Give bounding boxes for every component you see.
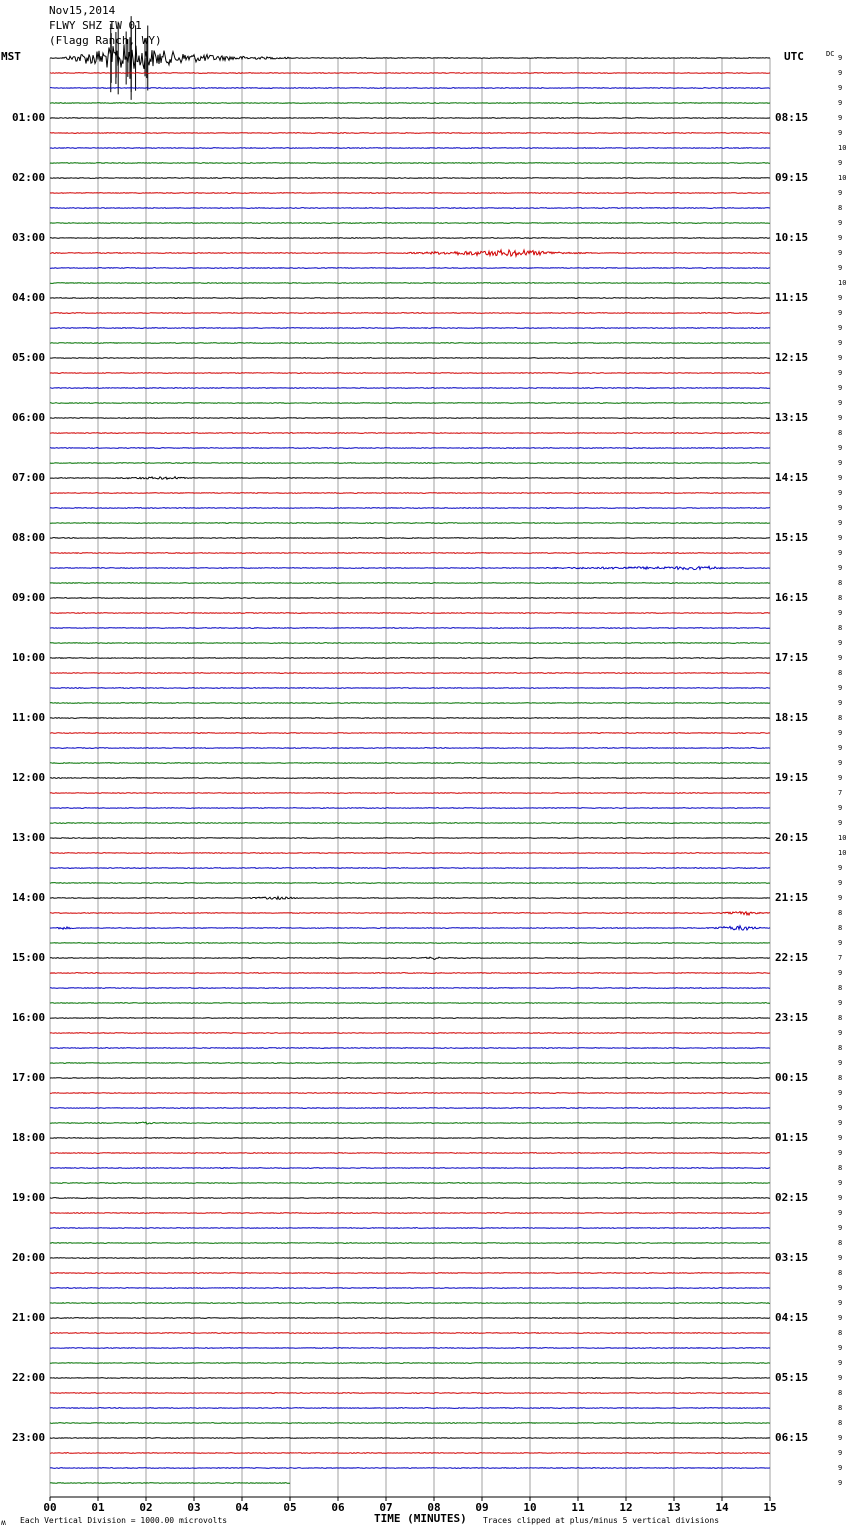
dc-offset-label: 9	[838, 894, 843, 902]
x-tick-label: 01	[91, 1501, 105, 1514]
x-tick-label: 05	[283, 1501, 297, 1514]
dc-offset-label: 9	[838, 84, 843, 92]
trace-row-48	[50, 778, 770, 779]
dc-offset-label: 9	[838, 384, 843, 392]
right-hour-label: 11:15	[775, 291, 809, 304]
dc-offset-label: 9	[838, 684, 843, 692]
trace-row-59	[50, 943, 770, 944]
right-timezone: UTC	[784, 50, 804, 63]
trace-row-95	[50, 1483, 290, 1484]
trace-row-42	[50, 688, 770, 689]
x-tick-label: 12	[619, 1501, 633, 1514]
trace-row-35	[50, 583, 770, 584]
dc-offset-label: 9	[838, 729, 843, 737]
dc-offset-label: 9	[838, 1179, 843, 1187]
right-hour-label: 20:15	[775, 831, 809, 844]
right-hour-label: 00:15	[775, 1071, 809, 1084]
left-hour-label: 08:00	[12, 531, 46, 544]
trace-row-49	[50, 793, 770, 794]
trace-row-68	[50, 1078, 770, 1079]
location-label: (Flagg Ranch, WY)	[49, 34, 162, 47]
dc-offset-label: 9	[838, 1344, 843, 1352]
dc-offset-label: 9	[838, 1104, 843, 1112]
dc-offset-label: 9	[838, 1314, 843, 1322]
dc-header: DC	[826, 50, 835, 58]
trace-row-6	[50, 148, 770, 149]
dc-offset-label: 9	[838, 1119, 843, 1127]
footer-clip: Traces clipped at plus/minus 5 vertical divisions	[483, 1516, 720, 1525]
x-tick-label: 08	[427, 1501, 441, 1514]
trace-row-65	[50, 1033, 770, 1034]
trace-row-12	[50, 238, 770, 239]
dc-offset-label: 8	[838, 1044, 843, 1052]
left-hour-label: 17:00	[12, 1071, 46, 1084]
left-hour-label: 10:00	[12, 651, 46, 664]
trace-row-55	[50, 883, 770, 884]
right-hour-label: 14:15	[775, 471, 809, 484]
dc-offset-label: 8	[838, 579, 843, 587]
dc-offset-label: 9	[838, 1254, 843, 1262]
dc-offset-label: 9	[838, 564, 843, 572]
dc-offset-label: 8	[838, 714, 843, 722]
trace-row-13	[50, 250, 770, 256]
left-hour-label: 18:00	[12, 1131, 46, 1144]
trace-row-10	[50, 208, 770, 209]
left-hour-label: 07:00	[12, 471, 46, 484]
station-label: FLWY SHZ IW 01	[49, 19, 142, 32]
trace-row-40	[50, 658, 770, 659]
trace-row-93	[50, 1453, 770, 1454]
dc-offset-label: 9	[838, 414, 843, 422]
trace-row-54	[50, 868, 770, 869]
trace-row-79	[50, 1243, 770, 1244]
trace-row-27	[50, 463, 770, 464]
x-tick-label: 10	[523, 1501, 537, 1514]
dc-offset-label: 9	[838, 129, 843, 137]
left-hour-label: 09:00	[12, 591, 46, 604]
left-hour-label: 02:00	[12, 171, 46, 184]
x-tick-label: 07	[379, 1501, 393, 1514]
right-hour-label: 19:15	[775, 771, 809, 784]
dc-offset-label: 9	[838, 309, 843, 317]
trace-row-73	[50, 1153, 770, 1154]
dc-offset-label: 8	[838, 429, 843, 437]
left-hour-label: 21:00	[12, 1311, 46, 1324]
dc-offset-label: 9	[838, 549, 843, 557]
dc-offset-label: 8	[838, 1014, 843, 1022]
dc-offset-label: 9	[838, 249, 843, 257]
trace-row-82	[50, 1288, 770, 1289]
trace-row-70	[50, 1108, 770, 1109]
trace-row-62	[50, 988, 770, 989]
dc-offset-label: 8	[838, 624, 843, 632]
trace-row-86	[50, 1348, 770, 1349]
footer-scale: Each Vertical Division = 1000.00 microvolts	[20, 1516, 228, 1525]
x-tick-label: 14	[715, 1501, 729, 1514]
dc-offset-label: 9	[838, 1299, 843, 1307]
x-tick-label: 02	[139, 1501, 153, 1514]
dc-offset-label: 9	[838, 864, 843, 872]
trace-row-67	[50, 1063, 770, 1064]
dc-offset-label: 9	[838, 1464, 843, 1472]
trace-row-74	[50, 1168, 770, 1169]
dc-offset-label: 9	[838, 1479, 843, 1487]
left-hour-label: 05:00	[12, 351, 46, 364]
dc-offset-label: 8	[838, 909, 843, 917]
dc-offset-label: 9	[838, 159, 843, 167]
trace-row-53	[50, 853, 770, 854]
trace-row-80	[50, 1258, 770, 1259]
trace-row-2	[50, 88, 770, 89]
dc-offset-label: 9	[838, 699, 843, 707]
dc-offset-label: 7	[838, 789, 843, 797]
trace-row-66	[50, 1048, 770, 1049]
trace-row-22	[50, 388, 770, 389]
x-tick-label: 13	[667, 1501, 681, 1514]
trace-row-87	[50, 1363, 770, 1364]
trace-row-26	[50, 448, 770, 449]
trace-row-60	[50, 957, 770, 959]
left-hour-label: 16:00	[12, 1011, 46, 1024]
x-tick-label: 15	[763, 1501, 777, 1514]
dc-offset-label: 9	[838, 819, 843, 827]
dc-offset-label: 9	[838, 339, 843, 347]
left-hour-label: 20:00	[12, 1251, 46, 1264]
trace-row-28	[50, 477, 770, 480]
dc-offset-label: 9	[838, 639, 843, 647]
dc-offset-label: 9	[838, 1224, 843, 1232]
x-tick-label: 03	[187, 1501, 201, 1514]
trace-row-85	[50, 1333, 770, 1334]
trace-row-20	[50, 358, 770, 359]
dc-offset-label: 9	[838, 264, 843, 272]
trace-row-63	[50, 1003, 770, 1004]
trace-row-11	[50, 223, 770, 224]
left-hour-label: 06:00	[12, 411, 46, 424]
trace-row-89	[50, 1393, 770, 1394]
dc-offset-label: 9	[838, 69, 843, 77]
trace-row-37	[50, 613, 770, 614]
dc-offset-label: 9	[838, 1449, 843, 1457]
trace-row-36	[50, 598, 770, 599]
trace-row-64	[50, 1018, 770, 1019]
dc-offset-label: 8	[838, 984, 843, 992]
trace-row-3	[50, 103, 770, 104]
dc-offset-label: 9	[838, 1134, 843, 1142]
dc-offset-label: 9	[838, 189, 843, 197]
right-hour-label: 09:15	[775, 171, 809, 184]
trace-row-76	[50, 1198, 770, 1199]
left-hour-label: 13:00	[12, 831, 46, 844]
dc-offset-label: 9	[838, 369, 843, 377]
x-tick-label: 00	[43, 1501, 57, 1514]
right-hour-label: 13:15	[775, 411, 809, 424]
dc-offset-label: 8	[838, 1329, 843, 1337]
dc-offset-label: 8	[838, 1404, 843, 1412]
trace-row-50	[50, 808, 770, 809]
left-hour-label: 22:00	[12, 1371, 46, 1384]
dc-offset-label: 9	[838, 1029, 843, 1037]
trace-row-52	[50, 838, 770, 839]
right-hour-label: 16:15	[775, 591, 809, 604]
trace-row-23	[50, 403, 770, 404]
left-hour-label: 01:00	[12, 111, 46, 124]
right-hour-label: 23:15	[775, 1011, 809, 1024]
dc-offset-label: 9	[838, 609, 843, 617]
trace-row-75	[50, 1183, 770, 1184]
trace-row-16	[50, 298, 770, 299]
right-hour-label: 10:15	[775, 231, 809, 244]
trace-row-33	[50, 553, 770, 554]
dc-offset-label: 9	[838, 759, 843, 767]
trace-row-44	[50, 718, 770, 719]
trace-row-72	[50, 1138, 770, 1139]
dc-offset-label: 9	[838, 1434, 843, 1442]
trace-row-91	[50, 1423, 770, 1424]
right-hour-label: 03:15	[775, 1251, 809, 1264]
left-timezone: MST	[1, 50, 21, 63]
trace-row-71	[50, 1122, 770, 1124]
x-tick-label: 04	[235, 1501, 249, 1514]
trace-row-24	[50, 418, 770, 419]
date-label: Nov15,2014	[49, 4, 116, 17]
dc-offset-label: 9	[838, 489, 843, 497]
right-hour-label: 08:15	[775, 111, 809, 124]
dc-offset-label: 8	[838, 594, 843, 602]
dc-offset-label: 9	[838, 1284, 843, 1292]
trace-row-39	[50, 643, 770, 644]
dc-offset-label: 10	[838, 279, 847, 287]
trace-row-46	[50, 748, 770, 749]
trace-row-31	[50, 523, 770, 524]
dc-offset-label: 9	[838, 1359, 843, 1367]
left-hour-label: 23:00	[12, 1431, 46, 1444]
trace-row-43	[50, 703, 770, 704]
dc-offset-label: 9	[838, 219, 843, 227]
dc-offset-label: 9	[838, 504, 843, 512]
trace-row-41	[50, 673, 770, 674]
left-hour-label: 03:00	[12, 231, 46, 244]
dc-offset-label: 9	[838, 1149, 843, 1157]
dc-offset-label: 9	[838, 879, 843, 887]
footer-mark: ʍ	[1, 1518, 6, 1527]
right-hour-label: 02:15	[775, 1191, 809, 1204]
dc-offset-label: 9	[838, 99, 843, 107]
right-hour-label: 15:15	[775, 531, 809, 544]
left-hour-label: 19:00	[12, 1191, 46, 1204]
trace-row-1	[50, 73, 770, 74]
trace-row-7	[50, 163, 770, 164]
trace-row-57	[50, 912, 770, 915]
right-hour-label: 18:15	[775, 711, 809, 724]
dc-offset-label: 9	[838, 1374, 843, 1382]
trace-row-21	[50, 373, 770, 374]
trace-row-18	[50, 328, 770, 329]
dc-offset-label: 9	[838, 999, 843, 1007]
dc-offset-label: 9	[838, 1089, 843, 1097]
x-tick-label: 09	[475, 1501, 489, 1514]
trace-row-34	[50, 566, 770, 569]
trace-row-17	[50, 313, 770, 314]
dc-offset-label: 8	[838, 669, 843, 677]
trace-row-9	[50, 193, 770, 194]
trace-row-4	[50, 118, 770, 119]
right-hour-label: 21:15	[775, 891, 809, 904]
trace-row-25	[50, 433, 770, 434]
dc-offset-label: 9	[838, 114, 843, 122]
trace-row-90	[50, 1408, 770, 1409]
right-hour-label: 06:15	[775, 1431, 809, 1444]
trace-row-19	[50, 343, 770, 344]
dc-offset-label: 8	[838, 1239, 843, 1247]
x-tick-label: 06	[331, 1501, 345, 1514]
right-hour-label: 17:15	[775, 651, 809, 664]
dc-offset-label: 10	[838, 834, 847, 842]
dc-offset-label: 10	[838, 174, 847, 182]
dc-offset-label: 9	[838, 1059, 843, 1067]
trace-row-5	[50, 133, 770, 134]
trace-row-69	[50, 1093, 770, 1094]
dc-offset-label: 8	[838, 1269, 843, 1277]
dc-offset-label: 9	[838, 474, 843, 482]
dc-offset-label: 9	[838, 939, 843, 947]
trace-row-29	[50, 493, 770, 494]
right-hour-label: 01:15	[775, 1131, 809, 1144]
dc-offset-label: 8	[838, 1419, 843, 1427]
trace-row-61	[50, 973, 770, 974]
trace-row-81	[50, 1273, 770, 1274]
dc-offset-label: 9	[838, 744, 843, 752]
trace-row-45	[50, 733, 770, 734]
right-hour-label: 05:15	[775, 1371, 809, 1384]
right-hour-label: 04:15	[775, 1311, 809, 1324]
dc-offset-label: 9	[838, 324, 843, 332]
trace-row-83	[50, 1303, 770, 1304]
dc-offset-label: 9	[838, 969, 843, 977]
dc-offset-label: 8	[838, 924, 843, 932]
dc-offset-label: 9	[838, 804, 843, 812]
dc-offset-label: 10	[838, 849, 847, 857]
dc-offset-label: 8	[838, 1074, 843, 1082]
dc-offset-label: 10	[838, 144, 847, 152]
trace-row-8	[50, 178, 770, 179]
trace-row-56	[50, 897, 770, 900]
right-hour-label: 12:15	[775, 351, 809, 364]
dc-offset-label: 8	[838, 1164, 843, 1172]
trace-row-38	[50, 628, 770, 629]
trace-row-15	[50, 283, 770, 284]
trace-row-94	[50, 1468, 770, 1469]
trace-row-0	[50, 44, 770, 70]
dc-offset-label: 9	[838, 459, 843, 467]
dc-offset-label: 9	[838, 519, 843, 527]
dc-offset-label: 9	[838, 294, 843, 302]
trace-row-84	[50, 1318, 770, 1319]
dc-offset-label: 9	[838, 54, 843, 62]
dc-offset-label: 9	[838, 774, 843, 782]
trace-row-58	[50, 926, 770, 930]
right-hour-label: 22:15	[775, 951, 809, 964]
left-hour-label: 04:00	[12, 291, 46, 304]
dc-offset-label: 7	[838, 954, 843, 962]
dc-offset-label: 9	[838, 444, 843, 452]
dc-offset-label: 9	[838, 1194, 843, 1202]
trace-row-78	[50, 1228, 770, 1229]
x-axis-title: TIME (MINUTES)	[374, 1512, 467, 1525]
left-hour-label: 15:00	[12, 951, 46, 964]
trace-row-30	[50, 508, 770, 509]
left-hour-label: 12:00	[12, 771, 46, 784]
dc-offset-label: 9	[838, 1209, 843, 1217]
dc-offset-label: 9	[838, 354, 843, 362]
trace-row-88	[50, 1378, 770, 1379]
trace-row-92	[50, 1438, 770, 1439]
trace-row-77	[50, 1213, 770, 1214]
trace-row-14	[50, 268, 770, 269]
dc-offset-label: 9	[838, 234, 843, 242]
trace-row-32	[50, 538, 770, 539]
trace-rows	[50, 16, 770, 1483]
trace-row-51	[50, 823, 770, 824]
dc-offset-label: 9	[838, 399, 843, 407]
dc-offset-label: 9	[838, 534, 843, 542]
dc-offset-label: 9	[838, 654, 843, 662]
x-tick-label: 11	[571, 1501, 585, 1514]
trace-row-47	[50, 763, 770, 764]
left-hour-label: 11:00	[12, 711, 46, 724]
dc-offset-label: 8	[838, 1389, 843, 1397]
left-hour-label: 14:00	[12, 891, 46, 904]
dc-offset-label: 8	[838, 204, 843, 212]
